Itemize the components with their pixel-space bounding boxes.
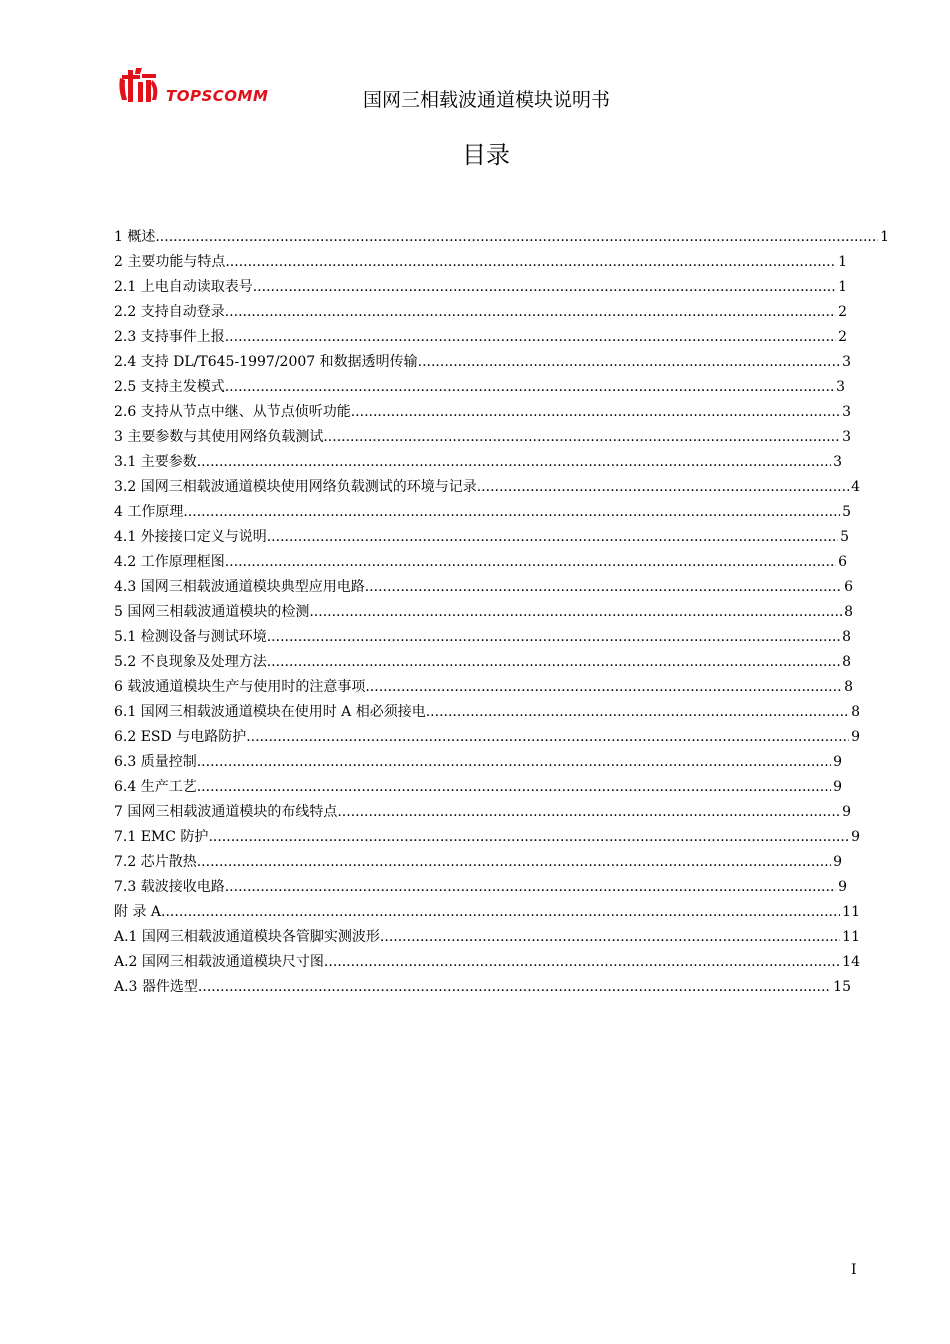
toc-leader-dots — [197, 854, 831, 870]
toc-leader-dots — [183, 504, 840, 520]
toc-entry[interactable] — [114, 626, 851, 646]
toc-entry[interactable] — [114, 651, 851, 671]
toc-entry[interactable] — [114, 226, 889, 246]
topscomm-logo-mark — [116, 66, 162, 106]
toc-entry-page: 11 — [842, 929, 860, 945]
toc-entry[interactable] — [114, 501, 851, 521]
toc-entry-page: 2 — [838, 304, 847, 320]
toc-entry-page: 5 — [842, 504, 851, 520]
toc-entry-page: 8 — [844, 679, 853, 695]
toc-entry-page: 11 — [842, 904, 860, 920]
toc-entry-page: 3 — [833, 454, 842, 470]
toc-entry-page: 6 — [838, 554, 847, 570]
toc-entry[interactable] — [114, 876, 847, 896]
toc-leader-dots — [253, 279, 836, 295]
toc-entry-label: 7.3 载波接收电路 — [114, 879, 225, 895]
toc-entry[interactable] — [114, 826, 860, 846]
toc-leader-dots — [351, 404, 840, 420]
toc-entry-page: 8 — [844, 604, 853, 620]
toc-leader-dots — [225, 879, 836, 895]
toc-entry[interactable] — [114, 401, 851, 421]
toc-entry[interactable] — [114, 701, 860, 721]
toc-entry-page: 1 — [838, 279, 847, 295]
toc-entry-label: 1 概述 — [114, 229, 156, 245]
toc-leader-dots — [197, 779, 831, 795]
toc-leader-dots — [161, 904, 840, 920]
toc-entry-page: 6 — [844, 579, 853, 595]
toc-entry[interactable] — [114, 526, 849, 546]
toc-entry[interactable] — [114, 751, 842, 771]
toc-entry-page: 8 — [842, 654, 851, 670]
toc-entry[interactable] — [114, 726, 860, 746]
toc-entry[interactable] — [114, 276, 847, 296]
toc-entry-label: 5.1 检测设备与测试环境 — [114, 629, 267, 645]
toc-entry[interactable] — [114, 901, 860, 921]
toc-entry[interactable] — [114, 576, 853, 596]
toc-entry-page: 9 — [842, 804, 851, 820]
toc-entry-label: 7.2 芯片散热 — [114, 854, 197, 870]
toc-leader-dots — [323, 429, 840, 445]
toc-entry-page: 15 — [833, 979, 851, 995]
toc-leader-dots — [198, 979, 831, 995]
toc-leader-dots — [418, 354, 840, 370]
toc-entry[interactable] — [114, 376, 845, 396]
toc-leader-dots — [309, 604, 842, 620]
toc-entry-page: 9 — [838, 879, 847, 895]
toc-entry-page: 8 — [842, 629, 851, 645]
toc-leader-dots — [267, 629, 840, 645]
toc-entry[interactable] — [114, 251, 847, 271]
toc-entry-label: 2.6 支持从节点中继、从节点侦听功能 — [114, 404, 351, 420]
toc-entry-label: 2.5 支持主发模式 — [114, 379, 225, 395]
toc-entry-label: 3 主要参数与其使用网络负载测试 — [114, 429, 324, 445]
toc-entry-page: 9 — [851, 829, 860, 845]
toc-leader-dots — [155, 229, 878, 245]
toc-entry-page: 5 — [840, 529, 849, 545]
toc-leader-dots — [426, 704, 849, 720]
toc-leader-dots — [365, 579, 842, 595]
toc-entry-label: 7.1 EMC 防护 — [114, 829, 209, 845]
toc-leader-dots — [267, 529, 838, 545]
toc-entry[interactable] — [114, 776, 842, 796]
toc-leader-dots — [477, 479, 849, 495]
toc-leader-dots — [337, 804, 840, 820]
toc-entry[interactable] — [114, 351, 851, 371]
toc-entry[interactable] — [114, 426, 851, 446]
toc-entry-page: 1 — [880, 229, 889, 245]
toc-entry-page: 8 — [851, 704, 860, 720]
toc-leader-dots — [225, 329, 836, 345]
toc-leader-dots — [225, 554, 836, 570]
toc-entry[interactable] — [114, 801, 851, 821]
toc-entry-label: 5 国网三相载波通道模块的检测 — [114, 604, 310, 620]
toc-entry-page: 2 — [838, 329, 847, 345]
toc-entry-label: 2.4 支持 DL/T645-1997/2007 和数据透明传输 — [114, 354, 418, 370]
page-number: I — [851, 1262, 857, 1278]
toc-leader-dots — [197, 454, 831, 470]
toc-entry-label: 6.4 生产工艺 — [114, 779, 197, 795]
toc-entry-page: 4 — [851, 479, 860, 495]
toc-entry-label: 3.2 国网三相载波通道模块使用网络负载测试的环境与记录 — [114, 479, 477, 495]
toc-entry-page: 3 — [842, 429, 851, 445]
toc-entry-label: 7 国网三相载波通道模块的布线特点 — [114, 804, 338, 820]
toc-entry-label: 4.3 国网三相载波通道模块典型应用电路 — [114, 579, 365, 595]
toc-entry-label: 3.1 主要参数 — [114, 454, 197, 470]
toc-leader-dots — [225, 254, 836, 270]
toc-leader-dots — [208, 829, 849, 845]
toc-entry-label: A.1 国网三相载波通道模块各管脚实测波形 — [114, 929, 380, 945]
toc-entry[interactable] — [114, 601, 853, 621]
toc-entry-page: 3 — [842, 404, 851, 420]
toc-entry-label: A.3 器件选型 — [114, 979, 198, 995]
toc-entry-label: 2.3 支持事件上报 — [114, 329, 225, 345]
toc-entry[interactable] — [114, 851, 842, 871]
toc-entry[interactable] — [114, 551, 847, 571]
toc-entry-label: 5.2 不良现象及处理方法 — [114, 654, 267, 670]
toc-entry-label: 4.1 外接接口定义与说明 — [114, 529, 267, 545]
toc-entry[interactable] — [114, 951, 860, 971]
toc-leader-dots — [225, 379, 834, 395]
toc-entry-label: 6.2 ESD 与电路防护 — [114, 729, 247, 745]
toc-heading: 目录 — [462, 141, 510, 169]
company-logo — [116, 66, 276, 110]
toc-entry-label: 2 主要功能与特点 — [114, 254, 226, 270]
toc-entry[interactable] — [114, 926, 860, 946]
toc-entry-page: 9 — [833, 854, 842, 870]
toc-leader-dots — [267, 654, 840, 670]
toc-leader-dots — [197, 754, 831, 770]
toc-leader-dots — [324, 954, 840, 970]
toc-entry[interactable] — [114, 451, 842, 471]
toc-leader-dots — [225, 304, 836, 320]
document-title: 国网三相载波通道模块说明书 — [363, 89, 611, 111]
toc-entry-label: 4.2 工作原理框图 — [114, 554, 225, 570]
toc-entry[interactable] — [114, 976, 851, 996]
toc-entry-page: 3 — [836, 379, 845, 395]
toc-entry-page: 9 — [833, 754, 842, 770]
toc-entry-label: 2.1 上电自动读取表号 — [114, 279, 253, 295]
toc-entry-label: 2.2 支持自动登录 — [114, 304, 225, 320]
toc-entry-page: 14 — [842, 954, 860, 970]
toc-entry-page: 1 — [838, 254, 847, 270]
toc-entry-page: 3 — [842, 354, 851, 370]
toc-entry-label: 4 工作原理 — [114, 504, 184, 520]
toc-leader-dots — [365, 679, 842, 695]
toc-entry[interactable] — [114, 326, 847, 346]
toc-leader-dots — [380, 929, 840, 945]
toc-entry-page: 9 — [833, 779, 842, 795]
logo-text: TOPSCOMM — [166, 87, 269, 105]
toc-entry[interactable] — [114, 301, 847, 321]
toc-entry-label: 附 录 A — [114, 904, 162, 920]
toc-entry-label: 6.3 质量控制 — [114, 754, 197, 770]
toc-entry[interactable] — [114, 676, 853, 696]
toc-entry-label: 6.1 国网三相载波通道模块在使用时 A 相必须接电 — [114, 704, 426, 720]
toc-leader-dots — [246, 729, 849, 745]
toc-entry-label: A.2 国网三相载波通道模块尺寸图 — [114, 954, 324, 970]
toc-entry[interactable] — [114, 476, 860, 496]
toc-entry-label: 6 载波通道模块生产与使用时的注意事项 — [114, 679, 366, 695]
toc-entry-page: 9 — [851, 729, 860, 745]
